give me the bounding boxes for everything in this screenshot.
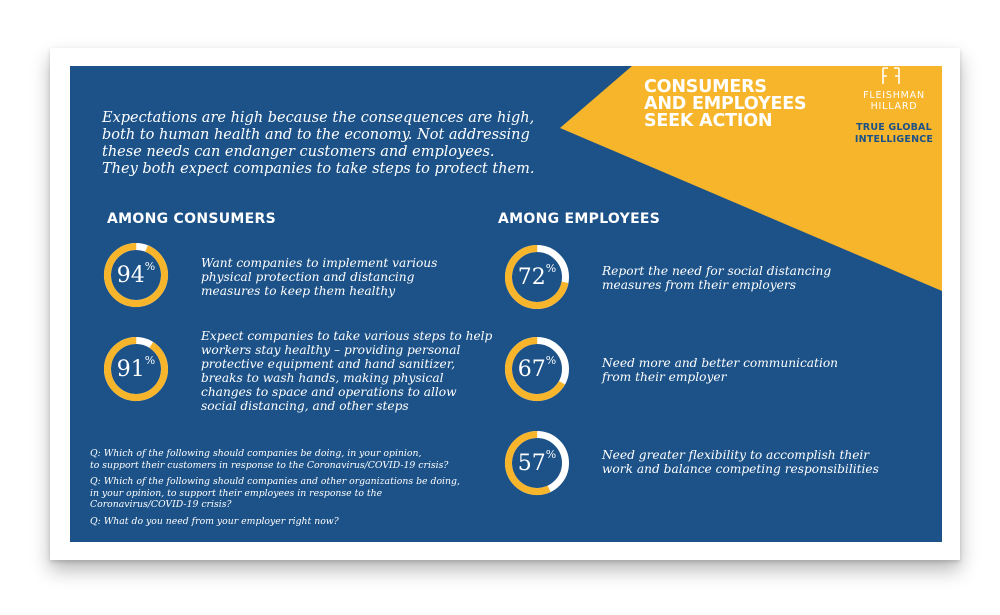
survey-questions [90,448,510,532]
question-line: in your opinion, to support their employees in response to the [90,487,383,499]
headline-line: CONSUMERS [644,77,767,97]
headline [644,79,844,130]
survey-question [90,476,510,511]
stat-description [602,448,879,476]
stat-line: measures from their employers [602,278,796,292]
percent-label [504,336,570,402]
intro-line: both to human health and to the economy. Not addressing [102,127,530,143]
tagline-line: INTELLIGENCE [854,134,934,145]
stat-line: from their employer [602,370,727,384]
percent-sign: % [144,260,156,273]
brand-tagline [846,122,942,146]
stat-line: Expect companies to take various steps to help [201,329,493,343]
stat-line: breaks to wash hands, making physical [201,371,444,385]
stat-description [201,256,437,298]
stat-line: protective equipment and hand sanitizer, [201,357,456,371]
stat-description [602,356,838,384]
survey-question [90,516,510,528]
consumers-title: AMONG CONSUMERS [107,211,276,227]
stat-description [602,264,831,292]
survey-question [90,448,510,471]
stat-line: work and balance competing responsibilities [602,462,879,476]
question-line: Q: What do you need from your employer right now? [90,515,339,527]
intro-line: They both expect companies to take steps to protect them. [102,161,535,177]
stat-line: changes to space and operations to allow [201,385,457,399]
intro-line: these needs can endanger customers and employees. [102,144,495,160]
headline-line: SEEK ACTION [644,111,773,131]
stat-line: Need more and better communication [602,356,839,370]
intro-line: Expectations are high because the consequences are high, [102,110,535,126]
percent-label [504,244,570,310]
question-line: Coronavirus/COVID-19 crisis? [90,499,232,510]
infographic-slide [70,66,942,542]
percent-value: 67 [517,356,546,382]
percent-label [103,242,169,308]
percent-value: 57 [517,450,546,476]
tagline-line: TRUE GLOBAL [856,122,932,133]
percent-sign: % [144,354,156,367]
headline-line: AND EMPLOYEES [644,94,807,114]
percent-sign: % [545,354,557,367]
brand-name-line: HILLARD [870,101,918,112]
percent-value: 91 [116,356,145,382]
question-line: to support their customers in response to the Coronavirus/COVID-19 crisis? [90,459,449,471]
fh-monogram-icon [878,66,904,86]
stat-line: physical protection and distancing [201,270,415,284]
stat-line: measures to keep them healthy [201,284,396,298]
percent-sign: % [545,262,557,275]
stat-description [201,329,492,413]
stat-line: Want companies to implement various [201,256,438,270]
percent-value: 94 [116,262,145,288]
percent-label [504,430,570,496]
stat-line: Need greater flexibility to accomplish their [602,448,870,462]
stat-line: Report the need for social distancing [602,264,832,278]
employees-title: AMONG EMPLOYEES [498,211,661,227]
brand-name-line: FLEISHMAN [863,90,925,101]
question-line: Q: Which of the following should companies be doing, in your opinion, [90,448,422,459]
intro-text [102,110,582,178]
percent-sign: % [545,448,557,461]
percent-value: 72 [517,264,546,290]
question-line: Q: Which of the following should companies and other organizations be doing, [90,476,460,487]
percent-label [103,336,169,402]
stat-line: social distancing, and other steps [201,399,409,413]
stat-line: workers stay healthy – providing personal [201,343,461,357]
brand-name [846,90,942,112]
